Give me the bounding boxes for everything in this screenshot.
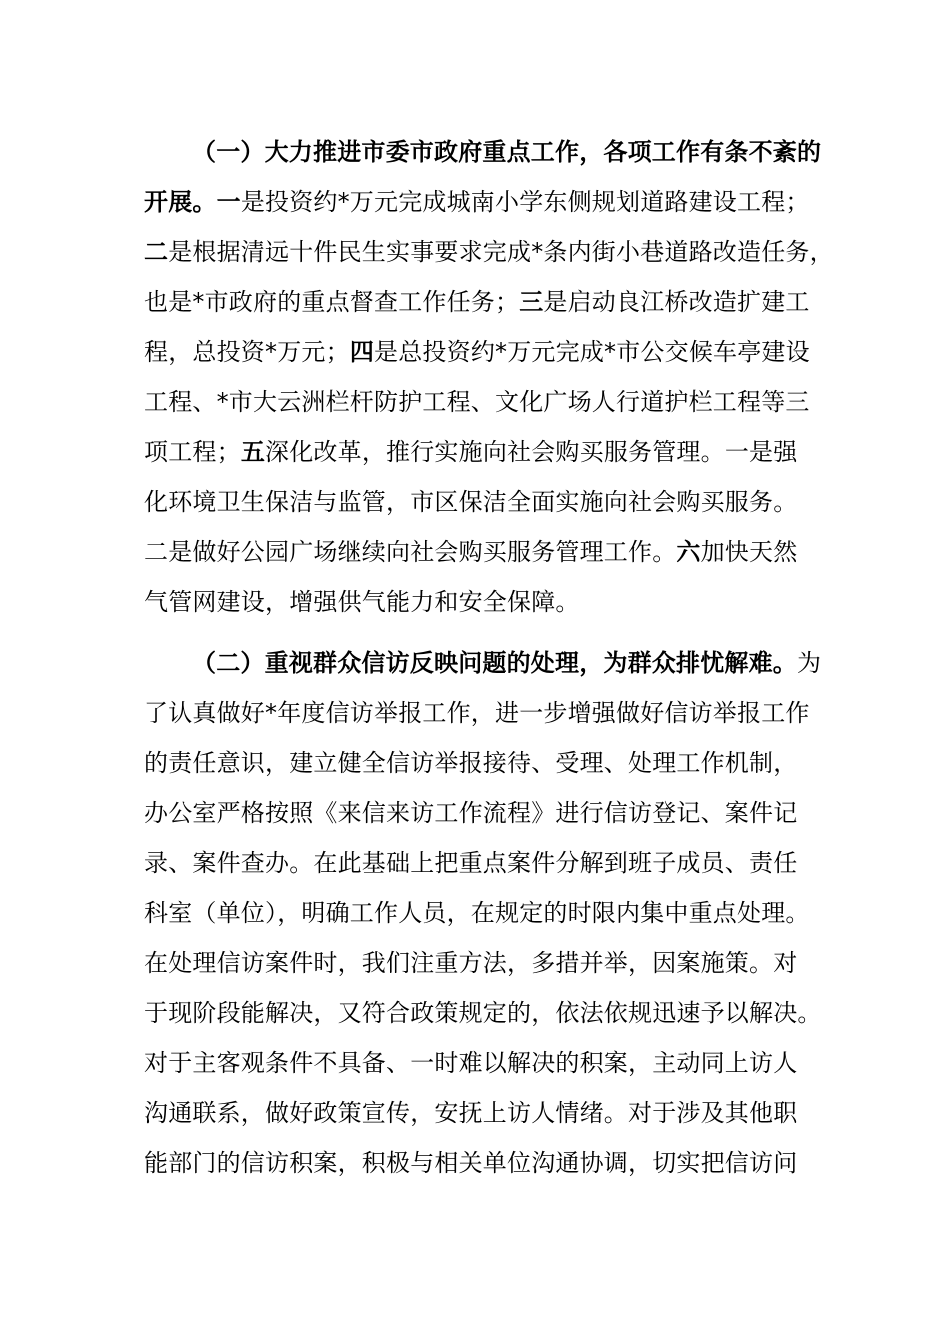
text-run: 是根据清远十件民生实事要求完成*条内街小巷道路改造任务， xyxy=(168,238,834,266)
section-2-heading: （二）重视群众信访反映问题的处理，为群众排忧解难。 xyxy=(192,649,797,677)
paragraph-line xyxy=(144,846,797,880)
text-run: 气管网建设，增强供气能力和安全保障。 xyxy=(144,588,580,616)
paragraph-line xyxy=(144,285,810,319)
text-run: 是总投资约*万元完成*市公交候车亭建设 xyxy=(374,338,810,366)
paragraph-line xyxy=(144,796,797,830)
text-run: 是投资约*万元完成城南小学东侧规划道路建设工程； xyxy=(240,188,810,216)
paragraph-line xyxy=(144,185,810,219)
paragraph-line xyxy=(144,335,810,369)
paragraph-line xyxy=(144,235,834,269)
text-run: 录、案件查办。在此基础上把重点案件分解到班子成员、责任 xyxy=(144,849,798,877)
text-run: 办公室严格按照《来信来访工作流程》进行信访登记、案件记 xyxy=(144,799,798,827)
paragraph-line xyxy=(144,435,797,469)
item-marker: 二 xyxy=(144,238,169,266)
text-run: 在处理信访案件时，我们注重方法，多措并举，因案施策。对 xyxy=(144,949,798,977)
item-marker: 五 xyxy=(240,438,266,466)
paragraph-line xyxy=(144,746,797,780)
paragraph-line xyxy=(192,135,821,169)
section-1-heading: （一）大力推进市委市政府重点工作，各项工作有条不紊的 xyxy=(192,138,822,166)
text-run: 深化改革，推行实施向社会购买服务管理。一是强 xyxy=(265,438,798,466)
text-run: 加快天然 xyxy=(700,538,798,566)
paragraph-line xyxy=(144,385,810,419)
text-run: 的责任意识，建立健全信访举报接待、受理、处理工作机制， xyxy=(144,749,798,777)
text-run: 也是*市政府的重点督查工作任务； xyxy=(144,288,520,316)
item-marker: 一 xyxy=(216,188,241,216)
paragraph-line xyxy=(144,896,810,930)
text-run: 于现阶段能解决，又符合政策规定的，依法依规迅速予以解决。 xyxy=(144,999,822,1027)
text-run: 工程、*市大云洲栏杆防护工程、文化广场人行道护栏工程等三 xyxy=(144,388,810,416)
text-run: 化环境卫生保洁与监管，市区保洁全面实施向社会购买服务。 xyxy=(144,488,798,516)
item-marker: 六 xyxy=(676,538,701,566)
text-run: 科室（单位），明确工作人员，在规定的时限内集中重点处理。 xyxy=(144,899,810,927)
paragraph-line xyxy=(144,1146,797,1180)
paragraph-line xyxy=(144,1046,797,1080)
paragraph-line xyxy=(144,535,797,569)
text-run: 程，总投资*万元； xyxy=(144,338,350,366)
paragraph-line xyxy=(192,646,821,680)
item-marker: 四 xyxy=(349,338,375,366)
paragraph-line xyxy=(144,996,822,1030)
text-run: 是启动良江桥改造扩建工 xyxy=(543,288,810,316)
text-run: 了认真做好*年度信访举报工作，进一步增强做好信访举报工作 xyxy=(144,699,810,727)
item-marker: 三 xyxy=(519,288,544,316)
text-run: 二是做好公园广场继续向社会购买服务管理工作。 xyxy=(144,538,677,566)
paragraph-line xyxy=(144,485,797,519)
text-run: 为 xyxy=(797,649,822,677)
text-run: 沟通联系，做好政策宣传，安抚上访人情绪。对于涉及其他职 xyxy=(144,1099,798,1127)
paragraph-line xyxy=(144,696,810,730)
paragraph-line xyxy=(144,585,580,619)
text-run: 项工程； xyxy=(144,438,241,466)
text-run: 对于主客观条件不具备、一时难以解决的积案，主动同上访人 xyxy=(144,1049,798,1077)
paragraph-line xyxy=(144,946,797,980)
text-run: 能部门的信访积案，积极与相关单位沟通协调，切实把信访问 xyxy=(144,1149,798,1177)
section-1-heading-end: 开展。 xyxy=(144,188,217,216)
paragraph-line xyxy=(144,1096,797,1130)
